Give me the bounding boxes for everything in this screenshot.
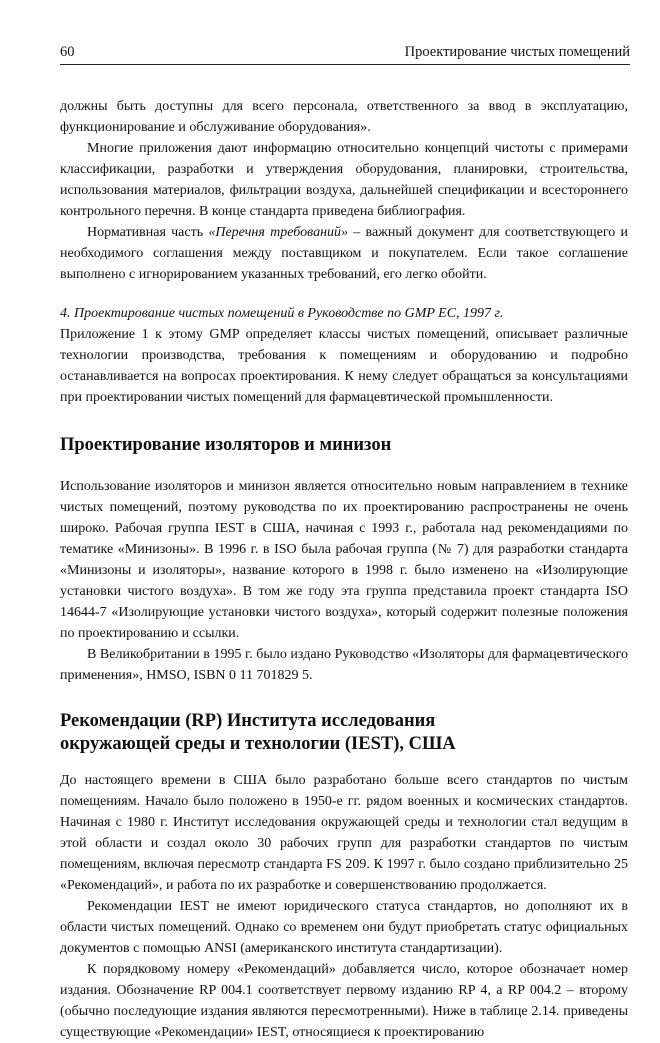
running-title: Проектирование чистых помещений (404, 44, 630, 60)
paragraph-applications: Многие приложения дают информацию относительно концепций чистоты с примерами классификации, разработки и утверждения оборудования, планировки, строительства, использования материалов, фильтрации воздуха, дальнейшей спецификации и всестороннего контрольного перечня. В конце стандарта приведена библиография. (60, 141, 628, 219)
paragraph-numbering: К порядковому номеру «Рекомендаций» добавляется число, которое обозначает номер издания. Обозначение RP 004.1 соответствует первому изданию RP 4, а RP 004.2 – второму (обычно последующие издания являются пересмотренными). Ниже в таблице 2.14. приведены существующие «Рекомендации» IEST, относящиеся к проектированию (60, 962, 628, 1040)
item-4-caption: 4. Проектирование чистых помещений в Руководстве по GMP EC, 1997 г. (60, 306, 504, 321)
italic-phrase: «Перечня требований» (208, 225, 349, 240)
section-heading-isolators: Проектирование изоляторов и минизон (60, 435, 392, 455)
section-heading-iest-line1: Рекомендации (RP) Института исследования (60, 711, 436, 731)
page-body (60, 96, 628, 1043)
paragraph-iest-status: Рекомендации IEST не имеют юридического статуса стандартов, но дополняют их в области чистых помещений. Однако со временем они будут приобретать статус официальных документов с помощью ANSI (американского института стандартизации). (60, 899, 628, 956)
item-4-text: Приложение 1 к этому GMP определяет классы чистых помещений, описывает различные технологии производства, требования к помещениям и оборудованию и подробно останавливается на вопросах проектирования. К нему следует обращаться за консультациями при проектировании чистых помещений для фармацевтической промышленности. (60, 327, 628, 405)
paragraph-isolators: Использование изоляторов и минизон является относительно новым направлением в технике чистых помещений, поэтому руководства по их проектированию распространены не очень широко. Рабочая группа IEST в США, начиная с 1993 г., работала над рекомендациями по тематике «Минизоны». В 1996 г. в ISO была рабочая группа (№ 7) для разработки стандарта «Минизоны и изоляторы», название которого в 1998 г. было изменено на «Изолирующие установки чистого воздуха». В том же году эта группа представила проект стандарта ISO 14644-7 «Изолирующие установки чистого воздуха», который содержит полезные положения по проектированию и ссылки. (60, 479, 628, 641)
section-heading-iest-line2: окружающей среды и технологии (IEST), США (60, 734, 456, 754)
section-heading-iest (60, 710, 628, 756)
page-header (60, 44, 630, 65)
paragraph-us-standards: До настоящего времени в США было разработано больше всего стандартов по чистым помещениям. Начало было положено в 1950-е гг. рядом военных и космических стандартов. Начиная с 1980 г. Институт исследования окружающей среды и технологии стал ведущим в этой области и создал около 30 рабочих групп для разработки стандартов по чистым помещениям, включая пересмотр стандарта FS 209. К 1997 г. было создано приблизительно 25 «Рекомендаций», и работа по их разработке и совершенствованию продолжается. (60, 773, 628, 893)
page-number: 60 (60, 44, 75, 60)
paragraph-uk-guide: В Великобритании в 1995 г. было издано Руководство «Изоляторы для фармацевтического применения», HMSO, ISBN 0 11 701829 5. (60, 647, 628, 683)
paragraph-continued: должны быть доступны для всего персонала, ответственного за ввод в эксплуатацию, функционирование и обслуживание оборудования». (60, 99, 628, 135)
paragraph-normative-part: Нормативная часть «Перечня требований» – важный документ для соответствующего и необходимого соглашения между поставщиком и покупателем. Если такое соглашение выполнено с игнорированием указанных требований, его легко обойти. (60, 225, 628, 282)
